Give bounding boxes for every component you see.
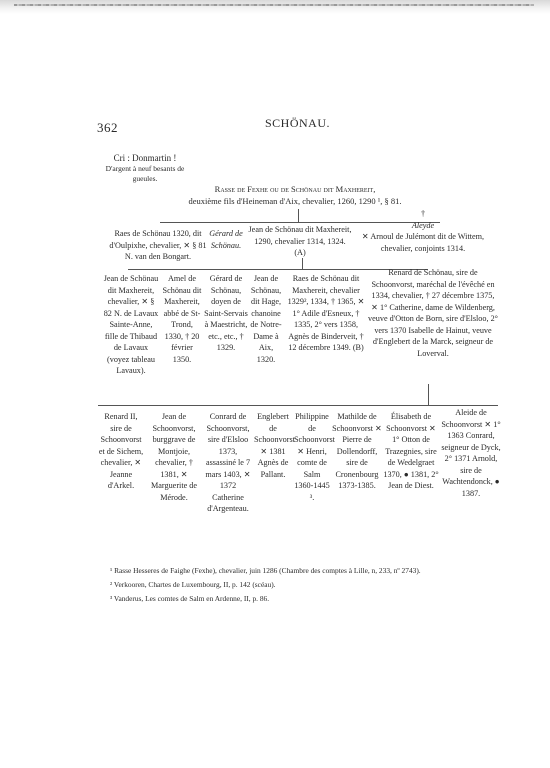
page-number: 362 bbox=[97, 120, 118, 135]
gen2-gerard: Gérard de Schönau, doyen de Saint-Servais à Maestricht, etc., etc., † 1329. bbox=[204, 274, 248, 352]
gen1-raes: Raes de Schönau 1320, dit d'Oulpixhe, chevalier, ✕ § 81 N. van den Bongart. bbox=[109, 229, 207, 261]
tree-line bbox=[98, 405, 498, 406]
footnote-3: ³ Vanderus, Les comtes de Salm en Ardenne, II, p. 86. bbox=[110, 594, 270, 603]
gen3-philippine: Philippine de Schoonvorst ✕ Henri, comte de Salm 1360-1445 ³. bbox=[294, 412, 335, 502]
genealogy-heading bbox=[185, 183, 405, 207]
gen1-aleyde-text: ✕ Arnoul de Julémont dit de Wittem, chevalier, conjoints 1314. bbox=[361, 232, 485, 253]
gen2-raes: Raes de Schönau dit Maxhereit, chevalier 1329², 1334, † 1365, ✕ 1° Adile d'Esneux, † 1335, 2° vers 1358, Agnès de Binderveit, † 12 décembre 1349. (B) bbox=[287, 274, 365, 352]
gen3-aleide: Aleide de Schoonvorst ✕ 1° 1363 Conrard, seigneur de Dyck, 2° 1371 Arnold, sire de Wachtendonck, ● 1387. bbox=[441, 408, 501, 498]
gen2-jean-hage: Jean de Schönau, dit Hage, chanoine de Notre-Dame à Aix, 1320. bbox=[250, 274, 282, 364]
running-title: SCHÖNAU. bbox=[265, 116, 331, 130]
gen1-aleyde bbox=[358, 208, 488, 254]
tree-line bbox=[428, 384, 429, 406]
heading-line-1: Rasse de Fexhe ou de Schönau dit Maxhereit, bbox=[214, 184, 376, 194]
gen2-renard: Renard de Schönau, sire de Schoonvorst, maréchal de l'évêché en 1334, chevalier, † 27 décembre 1375, ✕ 1° Catherine, dame de Wildenberg, veuve d'Otton de Born, sire d'Elsloo, 2° vers 1370 Isabelle de Hainut, veuve d'Englebert de la Marck, seigneur de Loverval. bbox=[368, 268, 498, 358]
footnote-1: ¹ Rasse Hesseres de Faighe (Fexhe), chevalier, juin 1286 (Chambre des comptes à Lille, n, 233, nº 2743). bbox=[110, 566, 421, 575]
gen2-amel: Amel de Schönau dit Maxhereit, abbé de St-Trond, 1330, † 20 février 1350. bbox=[162, 274, 202, 364]
gen3-mathilde: Mathilde de Schoonvorst ✕ Pierre de Dollendorff, sire de Cronenbourg 1373-1385. bbox=[332, 412, 382, 490]
gen1-jean: Jean de Schönau dit Maxhereit, 1290, chevalier 1314, 1324. (A) bbox=[248, 225, 352, 257]
cross-mark: † bbox=[420, 209, 426, 218]
footnote-2: ² Verkooren, Chartes de Luxembourg, II, p. 142 (scéau). bbox=[110, 580, 276, 589]
gen3-conrard: Conrard de Schoonvorst, sire d'Elsloo 1373, assassiné le 7 mars 1403, ✕ 1372 Catherine d'Argenteau. bbox=[205, 412, 251, 513]
gen3-renard: Renard II, sire de Schoonvorst et de Sichem, chevalier, ✕ Jeanne d'Arkel. bbox=[98, 412, 144, 490]
gen1-aleyde-name: Aleyde bbox=[411, 220, 435, 230]
blazon: D'argent à neuf besants de gueules. bbox=[105, 164, 185, 183]
gen3-englebert: Englebert de Schoonvorst ✕ 1381 Agnès de Pallant. bbox=[254, 412, 295, 479]
war-cry: Cri : Donmartin ! bbox=[113, 153, 177, 163]
tree-line bbox=[298, 209, 299, 223]
heading-line-2: deuxième fils d'Heineman d'Aix, chevalier, 1260, 1290 ¹, § 81. bbox=[188, 196, 402, 206]
gen1-gerard: Gérard de Schönau. bbox=[209, 229, 243, 250]
gen2-jean: Jean de Schönau dit Maxhereit, chevalier, ✕ § 82 N. de Lavaux Sainte-Anne, fille de Thibaud de Lavaux (voyez tableau Lavaux). bbox=[103, 274, 159, 375]
gen3-elisabeth: Élisabeth de Schoonvorst ✕ 1° Otton de Trazegnies, sire de Wedelgraet 1370, ● 1381, 2° Jean de Diest. bbox=[383, 412, 439, 490]
war-cry-block bbox=[100, 153, 190, 184]
gen3-jean: Jean de Schoonvorst, burggrave de Montjoie, chevalier, † 1381, ✕ Marguerite de Mérode. bbox=[151, 412, 197, 502]
